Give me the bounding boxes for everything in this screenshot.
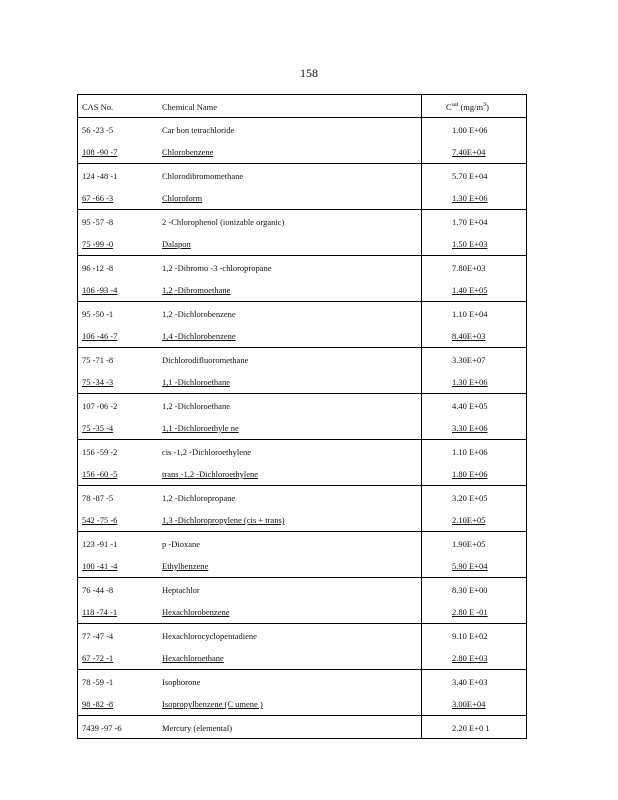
concentration-cell: 1.40 E+05	[452, 285, 488, 295]
table-row	[78, 278, 526, 300]
chemical-name-cell: Chlorobenzene	[162, 147, 214, 157]
table-row	[78, 462, 526, 484]
cas-cell: 75 -35 -4	[82, 423, 114, 433]
cas-cell: 124 -48 -1	[82, 171, 118, 181]
table-row	[78, 348, 526, 370]
concentration-cell: 3.30E+07	[452, 355, 486, 365]
concentration-cell: 1.70 E+04	[452, 217, 488, 227]
header-conc-close: )	[486, 102, 489, 112]
chemical-name-cell: 1,1 -Dichloroethane	[162, 377, 230, 387]
concentration-cell: 3.00E+04	[452, 699, 486, 709]
chemical-name-cell: Isopropylbenzene (C umene )	[162, 699, 263, 709]
concentration-cell: 2.80 E+03	[452, 653, 488, 663]
table-row	[78, 256, 526, 278]
cas-cell: 106 -93 -4	[82, 285, 118, 295]
table-group	[77, 210, 527, 256]
table-row	[78, 186, 526, 208]
concentration-cell: 1.10 E+06	[452, 447, 488, 457]
chemical-name-cell: 1,2 -Dibromoethane	[162, 285, 231, 295]
table-group	[77, 394, 527, 440]
table-group	[77, 624, 527, 670]
concentration-cell: 7.80E+03	[452, 263, 486, 273]
cas-cell: 107 -06 -2	[82, 401, 118, 411]
chemical-name-cell: Ethylbenzene	[162, 561, 209, 571]
cas-cell: 108 -90 -7	[82, 147, 118, 157]
header-cas: CAS No.	[82, 102, 114, 112]
concentration-cell: 1.90E+05	[452, 539, 486, 549]
table-group	[77, 302, 527, 348]
chemical-name-cell: 1,1 -Dichloroethyle ne	[162, 423, 239, 433]
cas-cell: 78 -59 -1	[82, 677, 114, 687]
cas-cell: 67 -66 -3	[82, 193, 114, 203]
chemical-name-cell: Isophorone	[162, 677, 201, 687]
concentration-cell: 4.40 E+05	[452, 401, 488, 411]
cas-cell: 75 -71 -8	[82, 355, 114, 365]
concentration-cell: 8.40E+03	[452, 331, 486, 341]
column-divider	[421, 95, 422, 117]
chemical-name-cell: Heptachlor	[162, 585, 200, 595]
concentration-cell: 1.30 E+06	[452, 377, 488, 387]
cas-cell: 67 -72 -1	[82, 653, 114, 663]
table-header	[77, 94, 527, 118]
chemical-name-cell: trans -1,2 -Dichloroethylene	[162, 469, 259, 479]
table-row	[78, 578, 526, 600]
table-row	[78, 646, 526, 668]
concentration-cell: 3.20 E+05	[452, 493, 488, 503]
cas-cell: 123 -91 -1	[82, 539, 118, 549]
concentration-cell: 1.10 E+04	[452, 309, 488, 319]
cas-cell: 156 -60 -5	[82, 469, 118, 479]
concentration-cell: 5.70 E+04	[452, 171, 488, 181]
table-group	[77, 486, 527, 532]
cas-cell: 98 -82 -8	[82, 699, 114, 709]
table-group	[77, 348, 527, 394]
saturation-concentration-table	[77, 94, 527, 739]
table-row	[78, 416, 526, 438]
concentration-cell: 8.30 E+00	[452, 585, 488, 595]
cas-cell: 56 -23 -5	[82, 125, 114, 135]
chemical-name-cell: Hexachloroethane	[162, 653, 224, 663]
cas-cell: 542 -75 -6	[82, 515, 118, 525]
chemical-name-cell: 1,3 -Dichloropropylene (cis + trans)	[162, 515, 285, 525]
page-number: 158	[300, 66, 318, 80]
concentration-cell: 2.10E+05	[452, 515, 486, 525]
chemical-name-cell: Hexachlorocyclopentadiene	[162, 631, 257, 641]
header-conc-exp: 3	[483, 102, 487, 108]
table-row	[78, 624, 526, 646]
table-row	[78, 140, 526, 162]
cas-cell: 95 -50 -1	[82, 309, 114, 319]
cas-cell: 7439 -97 -6	[82, 723, 122, 733]
header-conc-unit: (mg/m	[460, 102, 484, 112]
header-chemical: Chemical Name	[162, 102, 217, 112]
chemical-name-cell: Dalapon	[162, 239, 191, 249]
chemical-name-cell: Mercury (elemental)	[162, 723, 233, 733]
table-group	[77, 256, 527, 302]
table-row	[78, 118, 526, 140]
concentration-cell: 1.80 E+06	[452, 469, 488, 479]
table-row	[78, 440, 526, 462]
cas-cell: 100 -41 -4	[82, 561, 118, 571]
chemical-name-cell: 1,4 -Dichlorobenzene	[162, 331, 236, 341]
table-row	[78, 600, 526, 622]
table-group	[77, 578, 527, 624]
concentration-cell: 1.00 E+06	[452, 125, 488, 135]
table-row	[78, 716, 526, 738]
chemical-name-cell: 2 -Chlorophenol (ionizable organic)	[162, 217, 285, 227]
cas-cell: 95 -57 -8	[82, 217, 114, 227]
table-row	[78, 670, 526, 692]
chemical-name-cell: Chloroform	[162, 193, 203, 203]
table-group	[77, 118, 527, 164]
cas-cell: 96 -12 -8	[82, 263, 114, 273]
table-row	[78, 164, 526, 186]
concentration-cell: 2.80 E -01	[452, 607, 488, 617]
table-row	[78, 324, 526, 346]
chemical-name-cell: cis -1,2 -Dichloroethylene	[162, 447, 251, 457]
table-row	[78, 486, 526, 508]
chemical-name-cell: Car bon tetrachloride	[162, 125, 235, 135]
concentration-cell: 3.40 E+03	[452, 677, 488, 687]
cas-cell: 77 -47 -4	[82, 631, 114, 641]
chemical-name-cell: 1,2 -Dichloropropane	[162, 493, 236, 503]
concentration-cell: 1.30 E+06	[452, 193, 488, 203]
chemical-name-cell: 1,2 -Dichloroethane	[162, 401, 230, 411]
table-row	[78, 532, 526, 554]
table-row	[78, 692, 526, 714]
table-group	[77, 440, 527, 486]
cas-cell: 118 -74 -1	[82, 607, 118, 617]
concentration-cell: 5.90 E+04	[452, 561, 488, 571]
chemical-name-cell: 1,2 -Dibromo -3 -chloropropane	[162, 263, 272, 273]
chemical-name-cell: p -Dioxane	[162, 539, 201, 549]
table-group	[77, 164, 527, 210]
cas-cell: 106 -46 -7	[82, 331, 118, 341]
cas-cell: 156 -59 -2	[82, 447, 118, 457]
table-group	[77, 532, 527, 578]
concentration-cell: 3.30 E+06	[452, 423, 488, 433]
table-row	[78, 210, 526, 232]
table-group	[77, 670, 527, 716]
concentration-cell: 1.50 E+03	[452, 239, 488, 249]
table-group	[77, 716, 527, 739]
cas-cell: 75 -99 -0	[82, 239, 114, 249]
table-row	[78, 302, 526, 324]
concentration-cell: 2.20 E+0 1	[452, 723, 490, 733]
cas-cell: 78 -87 -5	[82, 493, 114, 503]
header-conc-prefix: C	[446, 102, 452, 112]
chemical-name-cell: Hexachlorobenzene	[162, 607, 230, 617]
concentration-cell: 7.40E+04	[452, 147, 486, 157]
chemical-name-cell: 1,2 -Dichlorobenzene	[162, 309, 236, 319]
table-row	[78, 370, 526, 392]
chemical-name-cell: Chlorodibromomethane	[162, 171, 244, 181]
table-row	[78, 394, 526, 416]
table-row	[78, 232, 526, 254]
table-body	[77, 118, 527, 739]
chemical-name-cell: Dichlorodifluoromethane	[162, 355, 249, 365]
cas-cell: 75 -34 -3	[82, 377, 114, 387]
header-concentration	[446, 102, 489, 112]
cas-cell: 76 -44 -8	[82, 585, 114, 595]
header-conc-sup: sat	[451, 102, 459, 108]
concentration-cell: 9.10 E+02	[452, 631, 488, 641]
table-row	[78, 554, 526, 576]
table-row	[78, 508, 526, 530]
